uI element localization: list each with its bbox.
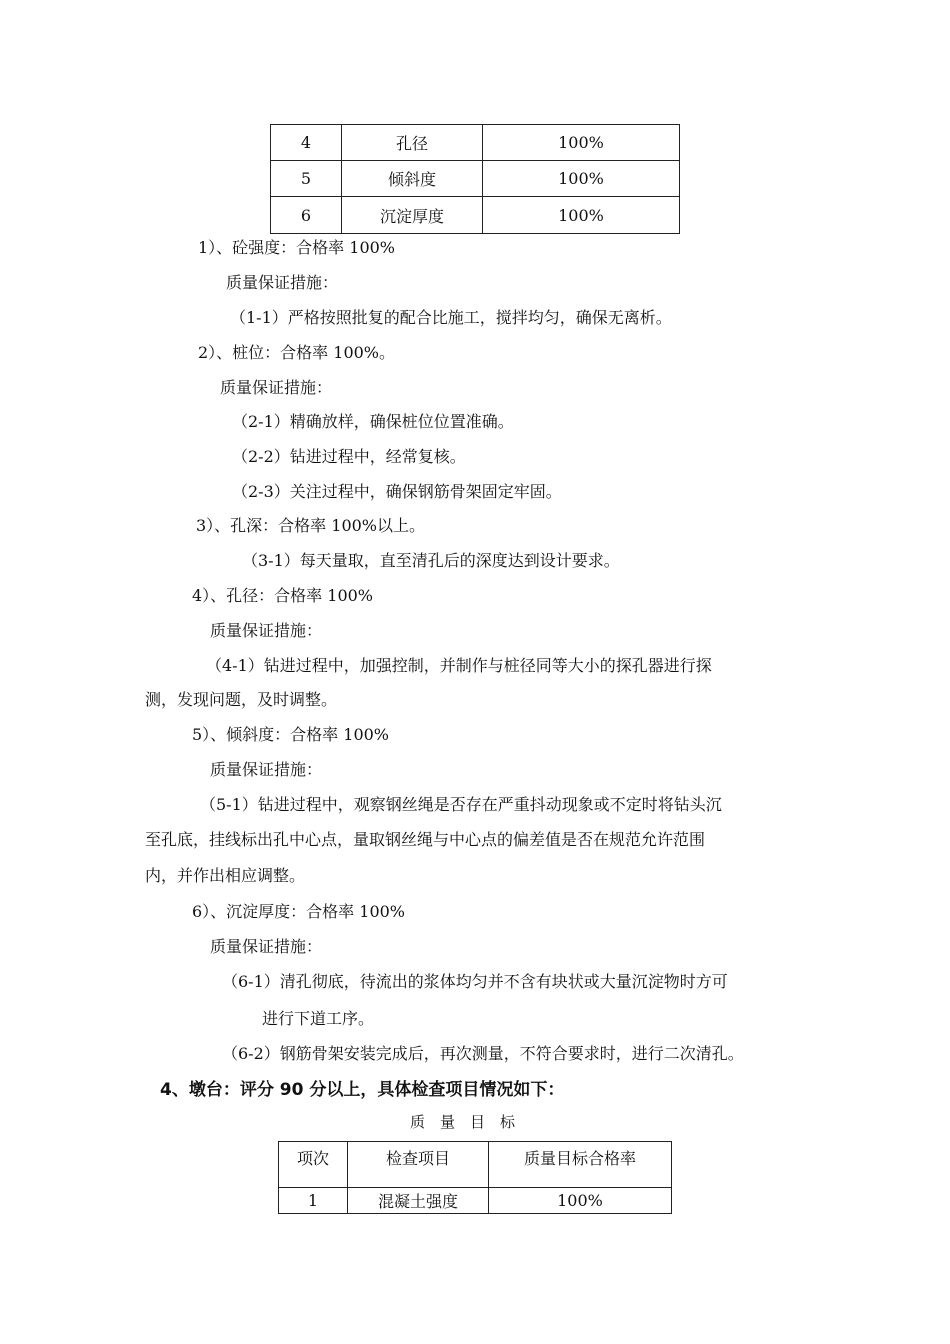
measures-label: 质量保证措施： bbox=[210, 760, 323, 779]
measure-item: （2-3）关注过程中，确保钢筋骨架固定牢固。 bbox=[232, 482, 562, 501]
measure-item-continued: 至孔底，挂线标出孔中心点，量取钢丝绳与中心点的偏差值是否在规范允许范围 bbox=[145, 830, 706, 849]
measure-item-continued: 进行下道工序。 bbox=[262, 1009, 375, 1028]
table-row bbox=[271, 125, 680, 161]
table-header-item: 检查项目 bbox=[348, 1142, 489, 1188]
quality-table-bottom bbox=[278, 1141, 672, 1214]
section-heading-hole-diameter: 4）、孔径：合格率 100% bbox=[192, 586, 374, 605]
quality-table-top bbox=[270, 124, 680, 234]
measure-item: （5-1）钻进过程中，观察钢丝绳是否存在严重抖动现象或不定时将钻头沉 bbox=[200, 795, 722, 814]
table-cell-no: 5 bbox=[271, 161, 342, 197]
measure-item: （6-2）钢筋骨架安装完成后，再次测量，不符合要求时，进行二次清孔。 bbox=[222, 1044, 744, 1063]
table-cell-rate: 100% bbox=[483, 125, 680, 161]
measures-label: 质量保证措施： bbox=[210, 621, 323, 640]
measure-item-continued: 测，发现问题，及时调整。 bbox=[145, 690, 338, 709]
table-row bbox=[271, 161, 680, 197]
table-cell-no: 4 bbox=[271, 125, 342, 161]
measure-item: （6-1）清孔彻底，待流出的浆体均匀并不含有块状或大量沉淀物时方可 bbox=[222, 972, 728, 991]
section-heading-inclination: 5）、倾斜度：合格率 100% bbox=[192, 725, 390, 744]
measure-item: （2-2）钻进过程中，经常复核。 bbox=[232, 447, 466, 466]
table-cell-item: 倾斜度 bbox=[342, 161, 483, 197]
measures-label: 质量保证措施： bbox=[226, 273, 339, 292]
measures-label: 质量保证措施： bbox=[220, 378, 333, 397]
section-heading-sediment-thickness: 6）、沉淀厚度：合格率 100% bbox=[192, 902, 406, 921]
section-heading-pile-position: 2）、桩位：合格率 100%。 bbox=[198, 343, 396, 362]
table-cell-item: 沉淀厚度 bbox=[342, 197, 483, 234]
table-header-row bbox=[279, 1142, 672, 1188]
table-cell-rate: 100% bbox=[483, 197, 680, 234]
measure-item-continued: 内，并作出相应调整。 bbox=[145, 866, 306, 885]
table-cell-no: 6 bbox=[271, 197, 342, 234]
measure-item: （2-1）精确放样，确保桩位位置准确。 bbox=[232, 412, 514, 431]
measure-item: （1-1）严格按照批复的配合比施工，搅拌均匀，确保无离析。 bbox=[230, 308, 672, 327]
table-cell-rate: 100% bbox=[489, 1188, 672, 1214]
table-cell-item: 孔径 bbox=[342, 125, 483, 161]
table-header-rate: 质量目标合格率 bbox=[489, 1142, 672, 1188]
table-row bbox=[279, 1188, 672, 1214]
section-heading-hole-depth: 3）、孔深：合格率 100%以上。 bbox=[196, 516, 426, 535]
table-cell-rate: 100% bbox=[483, 161, 680, 197]
table-caption: 质 量 目 标 bbox=[410, 1113, 516, 1131]
section-heading-pier: 4、墩台：评分 90 分以上，具体检查项目情况如下： bbox=[160, 1080, 565, 1100]
measure-item: （4-1）钻进过程中，加强控制，并制作与桩径同等大小的探孔器进行探 bbox=[206, 656, 712, 675]
table-cell-no: 1 bbox=[279, 1188, 348, 1214]
section-heading-concrete-strength: 1）、砼强度：合格率 100% bbox=[198, 238, 396, 257]
table-header-no: 项次 bbox=[279, 1142, 348, 1188]
measure-item: （3-1）每天量取，直至清孔后的深度达到设计要求。 bbox=[242, 551, 620, 570]
measures-label: 质量保证措施： bbox=[210, 937, 323, 956]
table-row bbox=[271, 197, 680, 234]
table-cell-item: 混凝土强度 bbox=[348, 1188, 489, 1214]
